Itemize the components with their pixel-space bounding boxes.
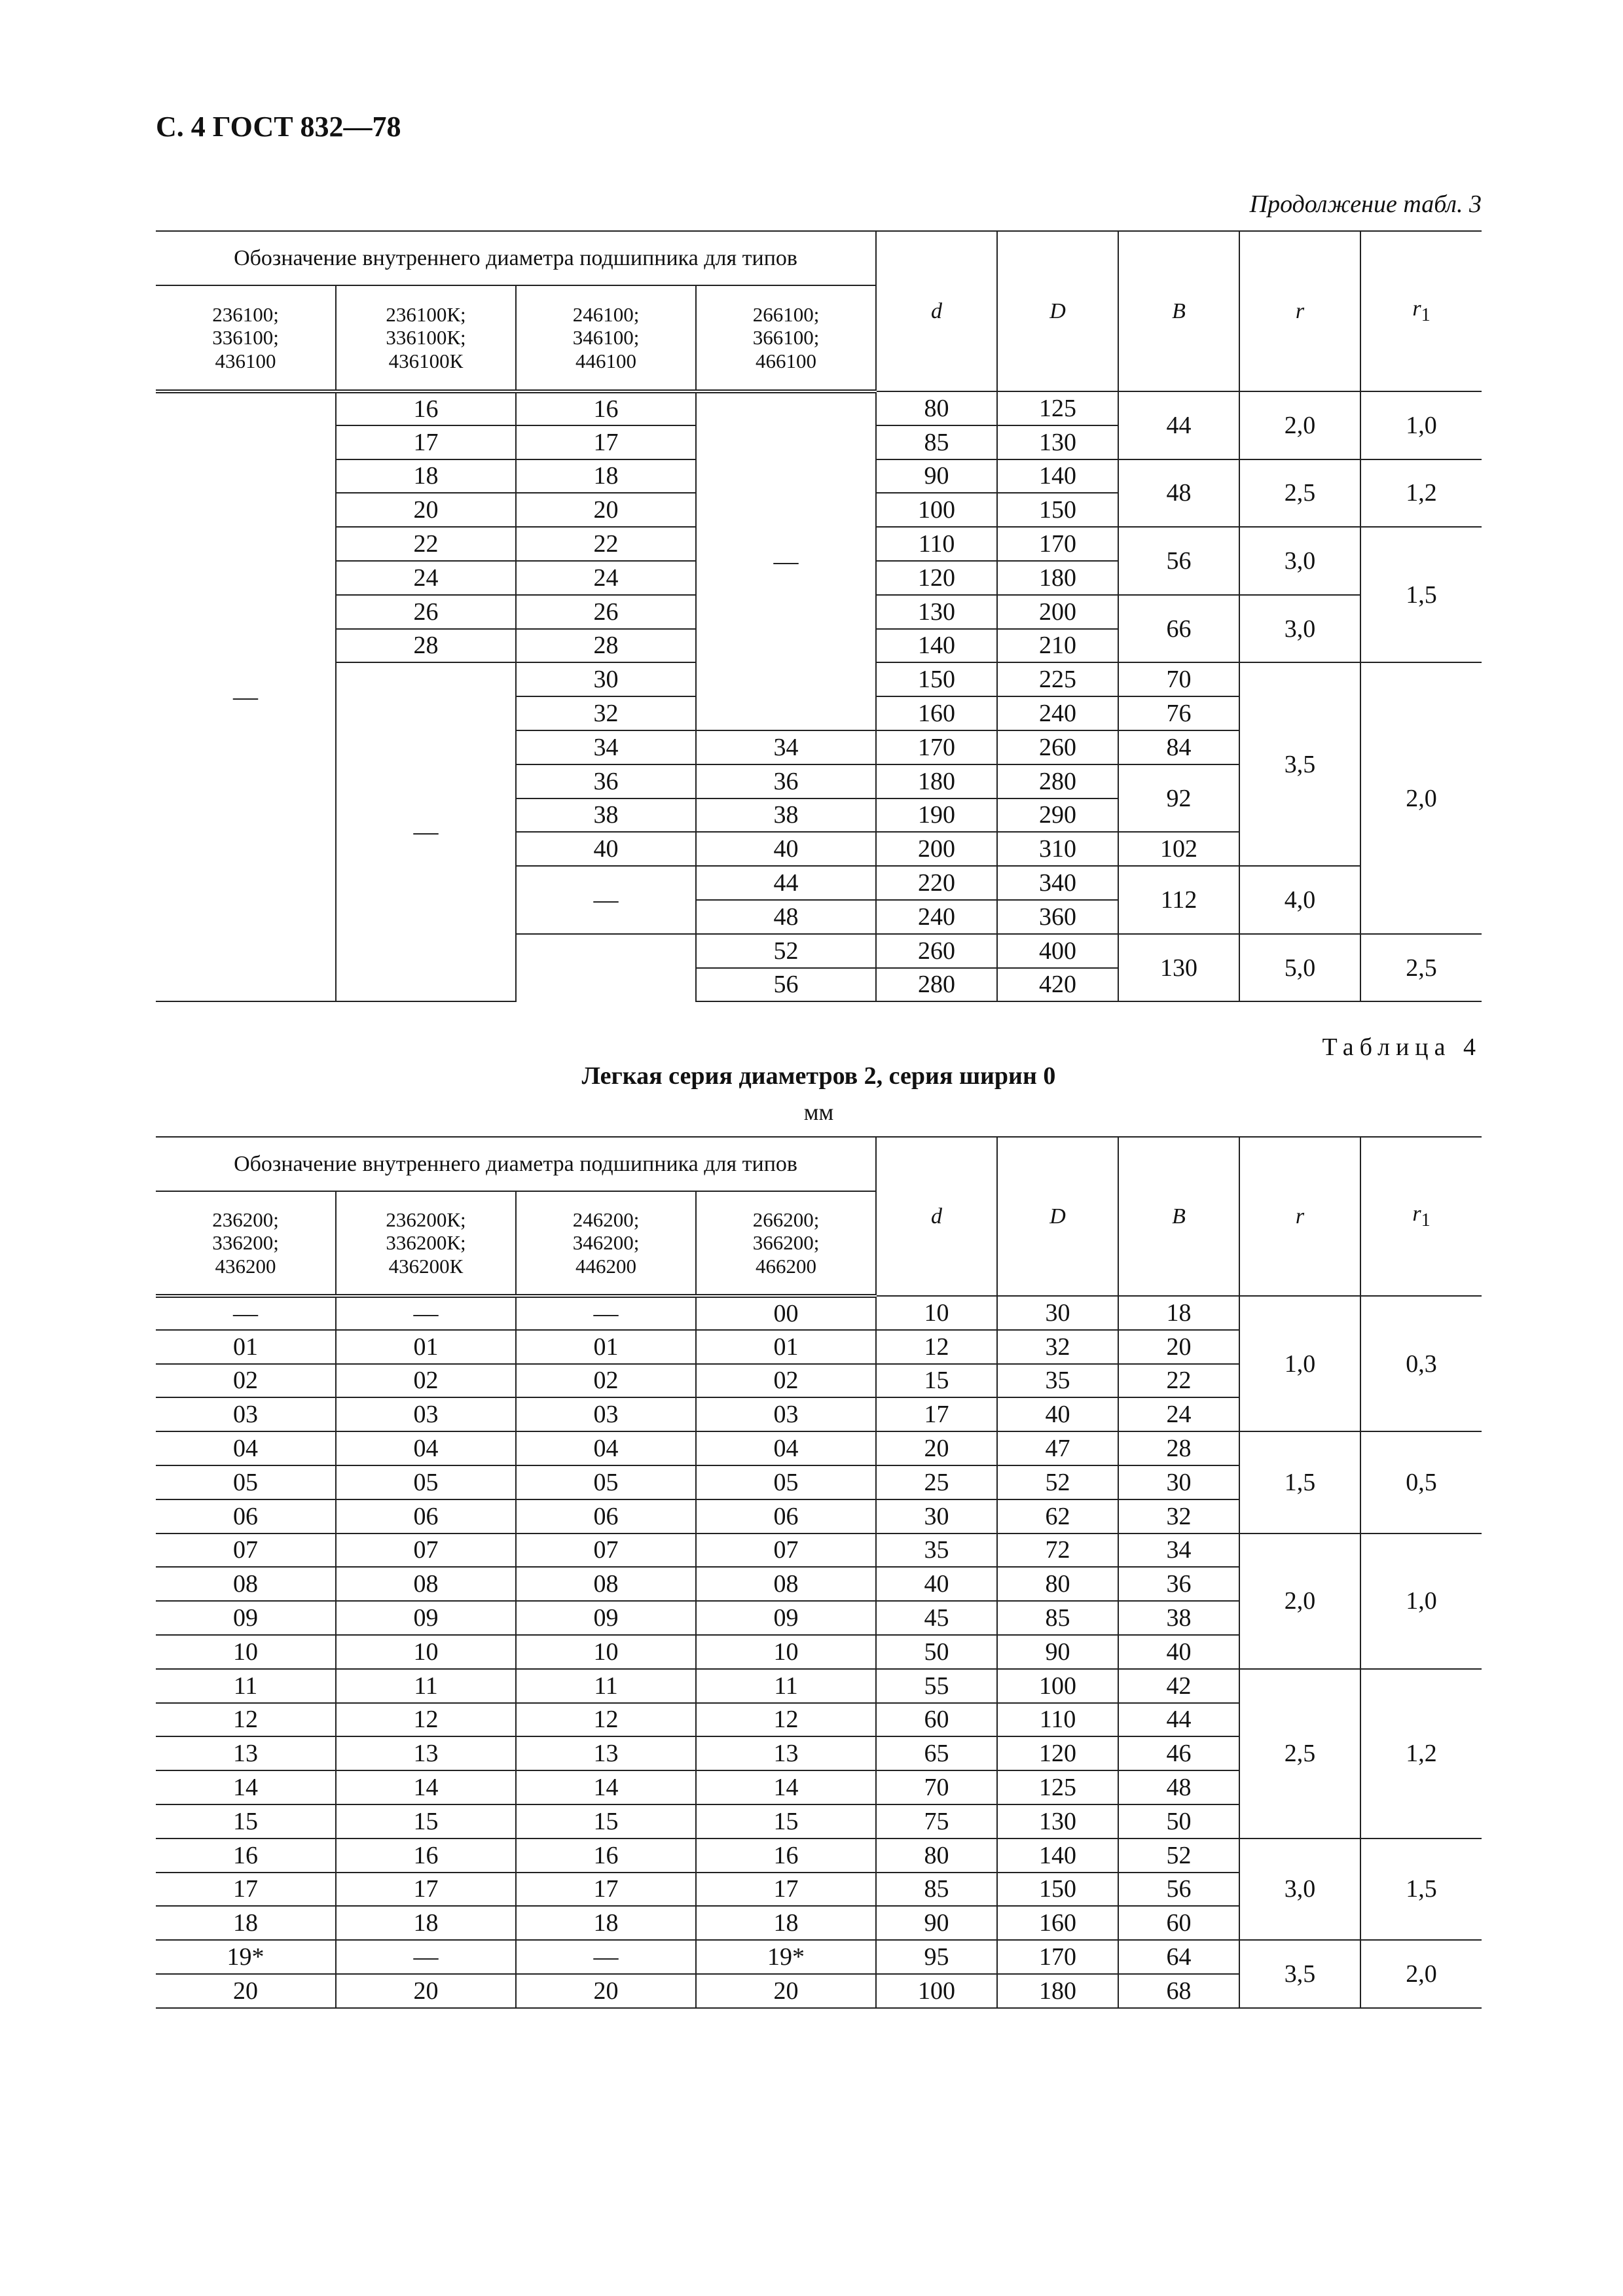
- table3-group-header: Обозначение внутреннего диаметра подшипника для типов: [156, 231, 876, 285]
- table3-cell: 28: [336, 629, 516, 663]
- table4-cell: 13: [156, 1736, 336, 1770]
- table3-cell: 2,5: [1239, 459, 1360, 528]
- table4-cell: 44: [1118, 1703, 1239, 1737]
- table4-cell: 08: [156, 1567, 336, 1601]
- table3-cell: 280: [876, 968, 997, 1002]
- table3-type-header: 266100; 366100; 466100: [696, 285, 876, 391]
- table4-cell: 125: [997, 1770, 1118, 1804]
- table4-type-header: 236200К; 336200К; 436200К: [336, 1191, 516, 1296]
- table3-cell: —: [696, 391, 876, 730]
- table4-cell: 12: [156, 1703, 336, 1737]
- table3-type-header: 246100; 346100; 446100: [516, 285, 696, 391]
- table4-header-D: D: [997, 1137, 1118, 1296]
- table-row: [156, 1839, 1482, 1873]
- table4-cell: 52: [1118, 1839, 1239, 1873]
- table3-cell: 5,0: [1239, 934, 1360, 1002]
- table4: [156, 1136, 1482, 2009]
- table4-cell: 05: [696, 1465, 876, 1499]
- table3-cell: 200: [876, 832, 997, 866]
- table4-cell: 16: [156, 1839, 336, 1873]
- table3-cell: 52: [696, 934, 876, 968]
- table3-cell: 34: [516, 730, 696, 764]
- table3-cell: 85: [876, 425, 997, 459]
- table4-cell: 30: [1118, 1465, 1239, 1499]
- table4-cell: 12: [336, 1703, 516, 1737]
- table4-cell: 30: [997, 1296, 1118, 1330]
- table4-cell: 16: [516, 1839, 696, 1873]
- table3-header-B: B: [1118, 231, 1239, 391]
- table3-cell: —: [336, 662, 516, 1001]
- table4-cell: 180: [997, 1974, 1118, 2008]
- table4-cell: 24: [1118, 1397, 1239, 1431]
- table4-cell: 11: [516, 1669, 696, 1703]
- table4-cell: 15: [876, 1364, 997, 1398]
- table4-cell-r: 2,5: [1239, 1669, 1360, 1839]
- table4-cell: 55: [876, 1669, 997, 1703]
- table4-cell: 06: [516, 1499, 696, 1534]
- table3-cell: 170: [876, 730, 997, 764]
- table4-cell: 10: [156, 1635, 336, 1669]
- table3-cell: 16: [336, 391, 516, 425]
- table3-type-header: 236100; 336100; 436100: [156, 285, 336, 391]
- table4-cell: 48: [1118, 1770, 1239, 1804]
- table3-cell: 22: [516, 527, 696, 561]
- table3-cell: 34: [696, 730, 876, 764]
- table-row: [156, 1940, 1482, 1974]
- table4-cell-r1: 1,5: [1360, 1839, 1482, 1940]
- table4-cell: 90: [876, 1906, 997, 1940]
- table4-cell: 15: [156, 1804, 336, 1839]
- table4-cell: 11: [156, 1669, 336, 1703]
- table4-cell: 12: [696, 1703, 876, 1737]
- table4-cell: 18: [696, 1906, 876, 1940]
- table4-cell-r1: 0,3: [1360, 1296, 1482, 1431]
- table3-cell: 56: [696, 968, 876, 1002]
- table3-cell: 110: [876, 527, 997, 561]
- table3-cell: —: [516, 866, 696, 934]
- table4-cell: 09: [336, 1601, 516, 1635]
- table4-cell: 16: [696, 1839, 876, 1873]
- table4-cell-r: 2,0: [1239, 1534, 1360, 1669]
- table4-cell: 40: [1118, 1635, 1239, 1669]
- table4-cell: 07: [336, 1534, 516, 1568]
- table4-cell: 95: [876, 1940, 997, 1974]
- table3-cell: 400: [997, 934, 1118, 968]
- table3-cell: 17: [336, 425, 516, 459]
- table3-cell: 30: [516, 662, 696, 696]
- table4-cell: 14: [696, 1770, 876, 1804]
- table4-cell: 17: [516, 1873, 696, 1907]
- page-header: С. 4 ГОСТ 832—78: [156, 111, 401, 143]
- table4-cell: 02: [156, 1364, 336, 1398]
- table4-cell: 01: [336, 1330, 516, 1364]
- table3-cell: 120: [876, 561, 997, 595]
- table3-header-r1: $r_1$: [1360, 231, 1482, 391]
- table-row: [156, 1534, 1482, 1568]
- table4-cell: 40: [997, 1397, 1118, 1431]
- table4-cell: 34: [1118, 1534, 1239, 1568]
- table4-cell: 100: [876, 1974, 997, 2008]
- table4-cell: 80: [876, 1839, 997, 1873]
- table4-cell: 20: [516, 1974, 696, 2008]
- table4-cell: 01: [516, 1330, 696, 1364]
- table3-cell: 48: [696, 900, 876, 934]
- table4-cell: 72: [997, 1534, 1118, 1568]
- table4-cell: 170: [997, 1940, 1118, 1974]
- table3-cell: 220: [876, 866, 997, 900]
- table4-cell: 17: [876, 1397, 997, 1431]
- table3-cell: 225: [997, 662, 1118, 696]
- table4-cell: 04: [336, 1431, 516, 1465]
- table4-cell: 13: [696, 1736, 876, 1770]
- table4-group-header: Обозначение внутреннего диаметра подшипника для типов: [156, 1137, 876, 1191]
- table4-cell: 130: [997, 1804, 1118, 1839]
- table4-cell: 08: [336, 1567, 516, 1601]
- table3-cell: 76: [1118, 696, 1239, 730]
- table4-cell: 14: [336, 1770, 516, 1804]
- table3-cell: 44: [696, 866, 876, 900]
- table4-cell: 10: [696, 1635, 876, 1669]
- table4-cell: 15: [696, 1804, 876, 1839]
- table4-cell: 65: [876, 1736, 997, 1770]
- table4-cell: 03: [336, 1397, 516, 1431]
- table4-cell: 62: [997, 1499, 1118, 1534]
- table3-cell: 150: [997, 493, 1118, 527]
- table3-cell: 36: [516, 764, 696, 798]
- table4-cell: 08: [516, 1567, 696, 1601]
- table4-cell: 60: [1118, 1906, 1239, 1940]
- table4-cell: 06: [156, 1499, 336, 1534]
- table3-cell: 240: [997, 696, 1118, 730]
- table3-cell: 150: [876, 662, 997, 696]
- table3-cell: 190: [876, 798, 997, 833]
- table3-cell: 4,0: [1239, 866, 1360, 934]
- table4-cell: —: [336, 1296, 516, 1330]
- table4-cell: 02: [516, 1364, 696, 1398]
- table4-cell-r1: 1,2: [1360, 1669, 1482, 1839]
- table4-cell: 36: [1118, 1567, 1239, 1601]
- table4-cell: 90: [997, 1635, 1118, 1669]
- table4-cell: 11: [696, 1669, 876, 1703]
- table4-cell: 28: [1118, 1431, 1239, 1465]
- table3-cell: 340: [997, 866, 1118, 900]
- table3-cell: 130: [997, 425, 1118, 459]
- table3-cell: 170: [997, 527, 1118, 561]
- table4-cell: 10: [876, 1296, 997, 1330]
- table3-cell: 90: [876, 459, 997, 493]
- table3-cell: 56: [1118, 527, 1239, 595]
- table3-cell: 38: [696, 798, 876, 833]
- table4-cell: 12: [876, 1330, 997, 1364]
- table3-cell: 1,5: [1360, 527, 1482, 662]
- table4-cell: 20: [1118, 1330, 1239, 1364]
- table4-cell: 20: [156, 1974, 336, 2008]
- table4-cell: 18: [1118, 1296, 1239, 1330]
- table4-cell: 12: [516, 1703, 696, 1737]
- table4-cell: 56: [1118, 1873, 1239, 1907]
- table3-cell: 290: [997, 798, 1118, 833]
- table4-cell: 35: [997, 1364, 1118, 1398]
- table4-cell: 02: [696, 1364, 876, 1398]
- table4-cell: 75: [876, 1804, 997, 1839]
- table3-cell: 200: [997, 595, 1118, 629]
- table4-cell: 18: [336, 1906, 516, 1940]
- table4-cell: 05: [336, 1465, 516, 1499]
- table3-cell: 3,5: [1239, 662, 1360, 866]
- table3-cell: 180: [876, 764, 997, 798]
- table4-cell: 00: [696, 1296, 876, 1330]
- table4-cell: 18: [516, 1906, 696, 1940]
- table4-cell: 04: [516, 1431, 696, 1465]
- table3-cell: 24: [336, 561, 516, 595]
- table4-cell: 40: [876, 1567, 997, 1601]
- table3-cell: 130: [1118, 934, 1239, 1002]
- table4-cell: 09: [516, 1601, 696, 1635]
- table3-cell: 26: [336, 595, 516, 629]
- table3-cell: 22: [336, 527, 516, 561]
- table4-cell-r1: 0,5: [1360, 1431, 1482, 1533]
- table4-cell: 64: [1118, 1940, 1239, 1974]
- table3: [156, 230, 1482, 1002]
- table3-header-D: D: [997, 231, 1118, 391]
- table3-cell: 24: [516, 561, 696, 595]
- table4-cell: 20: [696, 1974, 876, 2008]
- table4-type-header: 266200; 366200; 466200: [696, 1191, 876, 1296]
- table4-cell: 14: [156, 1770, 336, 1804]
- table4-cell: 09: [156, 1601, 336, 1635]
- table3-cell: 17: [516, 425, 696, 459]
- table3-header-r: r: [1239, 231, 1360, 391]
- table4-cell: 110: [997, 1703, 1118, 1737]
- table3-cell: 1,0: [1360, 391, 1482, 459]
- table4-cell: 17: [696, 1873, 876, 1907]
- table4-cell: 06: [696, 1499, 876, 1534]
- table4-cell: 45: [876, 1601, 997, 1635]
- table3-cell: 40: [696, 832, 876, 866]
- table4-cell: —: [516, 1940, 696, 1974]
- table3-cell: 84: [1118, 730, 1239, 764]
- table4-cell: 46: [1118, 1736, 1239, 1770]
- table4-cell-r: 1,5: [1239, 1431, 1360, 1533]
- table3-cell: 130: [876, 595, 997, 629]
- table4-cell: 120: [997, 1736, 1118, 1770]
- table-row: [156, 1431, 1482, 1465]
- table4-cell: 70: [876, 1770, 997, 1804]
- table-row: [156, 1669, 1482, 1703]
- table4-cell: 85: [997, 1601, 1118, 1635]
- table4-body: [156, 1296, 1482, 2008]
- table3-cell: 310: [997, 832, 1118, 866]
- table3-cell: [516, 934, 696, 1002]
- table4-cell: 160: [997, 1906, 1118, 1940]
- table3-cell: 2,0: [1239, 391, 1360, 459]
- table4-units: мм: [803, 1099, 834, 1125]
- table3-cell: 38: [516, 798, 696, 833]
- table4-cell: 20: [876, 1431, 997, 1465]
- table3-type-header: 236100К; 336100К; 436100К: [336, 285, 516, 391]
- table3-cell: 18: [516, 459, 696, 493]
- table4-cell: 32: [1118, 1499, 1239, 1534]
- table3-cell: 16: [516, 391, 696, 425]
- table4-cell: 47: [997, 1431, 1118, 1465]
- table4-number-label: Таблица 4: [1322, 1033, 1482, 1061]
- table4-type-header: 246200; 346200; 446200: [516, 1191, 696, 1296]
- table3-cell: 92: [1118, 764, 1239, 833]
- table3-cell: 102: [1118, 832, 1239, 866]
- table4-header-r: r: [1239, 1137, 1360, 1296]
- table4-cell: 03: [516, 1397, 696, 1431]
- table4-cell: 07: [156, 1534, 336, 1568]
- table4-header-d: d: [876, 1137, 997, 1296]
- table3-cell: 3,0: [1239, 595, 1360, 663]
- table3-cell: 28: [516, 629, 696, 663]
- table4-cell: 80: [997, 1567, 1118, 1601]
- table4-cell: 18: [156, 1906, 336, 1940]
- table3-cell: 260: [997, 730, 1118, 764]
- table4-header-r1: $r_1$: [1360, 1137, 1482, 1296]
- table4-cell: 19*: [696, 1940, 876, 1974]
- table3-cell: 260: [876, 934, 997, 968]
- table4-cell: 50: [1118, 1804, 1239, 1839]
- table4-cell: 38: [1118, 1601, 1239, 1635]
- table4-cell: 52: [997, 1465, 1118, 1499]
- table3-cell: —: [156, 391, 336, 1001]
- table4-cell: 15: [336, 1804, 516, 1839]
- table4-type-header: 236200; 336200; 436200: [156, 1191, 336, 1296]
- table3-cell: 20: [336, 493, 516, 527]
- table3-cell: 140: [997, 459, 1118, 493]
- table4-cell: 03: [696, 1397, 876, 1431]
- table4-cell: 16: [336, 1839, 516, 1873]
- table4-cell: —: [516, 1296, 696, 1330]
- table-row: [156, 1296, 1482, 1330]
- table3-cell: 210: [997, 629, 1118, 663]
- table4-cell: 68: [1118, 1974, 1239, 2008]
- table4-cell: 07: [696, 1534, 876, 1568]
- table4-cell: —: [336, 1940, 516, 1974]
- table3-cell: 125: [997, 391, 1118, 425]
- table4-cell: 19*: [156, 1940, 336, 1974]
- table4-cell: 02: [336, 1364, 516, 1398]
- table4-cell: 50: [876, 1635, 997, 1669]
- table4-title: Легкая серия диаметров 2, серия ширин 0: [581, 1062, 1056, 1090]
- table3-header-d: d: [876, 231, 997, 391]
- table3-cell: 3,0: [1239, 527, 1360, 595]
- table3-cell: 32: [516, 696, 696, 730]
- table4-cell: 17: [156, 1873, 336, 1907]
- table3-cell: 280: [997, 764, 1118, 798]
- table3-cell: 66: [1118, 595, 1239, 663]
- table4-cell: 32: [997, 1330, 1118, 1364]
- table4-cell: 30: [876, 1499, 997, 1534]
- table4-cell: 11: [336, 1669, 516, 1703]
- table4-cell: 05: [516, 1465, 696, 1499]
- table4-cell: 17: [336, 1873, 516, 1907]
- table4-cell: 60: [876, 1703, 997, 1737]
- table3-cell: 36: [696, 764, 876, 798]
- table4-cell: 04: [156, 1431, 336, 1465]
- table4-cell: 09: [696, 1601, 876, 1635]
- table4-cell: 85: [876, 1873, 997, 1907]
- table4-cell-r: 3,5: [1239, 1940, 1360, 2008]
- table4-cell: 04: [696, 1431, 876, 1465]
- table4-cell-r: 1,0: [1239, 1296, 1360, 1431]
- table3-cell: 240: [876, 900, 997, 934]
- table3-cell: 180: [997, 561, 1118, 595]
- table3-cell: 1,2: [1360, 459, 1482, 528]
- table3-cell: 160: [876, 696, 997, 730]
- table4-cell-r1: 2,0: [1360, 1940, 1482, 2008]
- table4-cell: 25: [876, 1465, 997, 1499]
- table4-cell: —: [156, 1296, 336, 1330]
- table4-cell: 06: [336, 1499, 516, 1534]
- table3-cell: 70: [1118, 662, 1239, 696]
- table4-cell: 01: [156, 1330, 336, 1364]
- table4-cell: 14: [516, 1770, 696, 1804]
- table3-cell: 20: [516, 493, 696, 527]
- table3-cell: 26: [516, 595, 696, 629]
- table3-cell: 100: [876, 493, 997, 527]
- table4-cell-r1: 1,0: [1360, 1534, 1482, 1669]
- table4-cell: 03: [156, 1397, 336, 1431]
- table3-continuation-label: Продолжение табл. 3: [1249, 190, 1482, 218]
- table4-cell: 13: [336, 1736, 516, 1770]
- table4-cell: 35: [876, 1534, 997, 1568]
- table3-cell: 420: [997, 968, 1118, 1002]
- table4-cell: 22: [1118, 1364, 1239, 1398]
- table4-cell: 13: [516, 1736, 696, 1770]
- table4-cell: 42: [1118, 1669, 1239, 1703]
- table3-cell: 44: [1118, 391, 1239, 459]
- table4-cell: 07: [516, 1534, 696, 1568]
- table3-cell: 140: [876, 629, 997, 663]
- table4-cell: 140: [997, 1839, 1118, 1873]
- table4-cell: 10: [336, 1635, 516, 1669]
- table4-cell: 01: [696, 1330, 876, 1364]
- table3-cell: 2,0: [1360, 662, 1482, 933]
- table3-cell: 48: [1118, 459, 1239, 528]
- table4-cell: 20: [336, 1974, 516, 2008]
- table3-cell: 360: [997, 900, 1118, 934]
- table4-cell: 15: [516, 1804, 696, 1839]
- table4-cell: 05: [156, 1465, 336, 1499]
- table4-header-B: B: [1118, 1137, 1239, 1296]
- table3-cell: 2,5: [1360, 934, 1482, 1002]
- table4-cell: 100: [997, 1669, 1118, 1703]
- table3-cell: 18: [336, 459, 516, 493]
- table4-cell: 150: [997, 1873, 1118, 1907]
- table3-cell: 80: [876, 391, 997, 425]
- table4-cell-r: 3,0: [1239, 1839, 1360, 1940]
- table3-cell: 40: [516, 832, 696, 866]
- table3-cell: 112: [1118, 866, 1239, 934]
- table4-cell: 10: [516, 1635, 696, 1669]
- table4-cell: 08: [696, 1567, 876, 1601]
